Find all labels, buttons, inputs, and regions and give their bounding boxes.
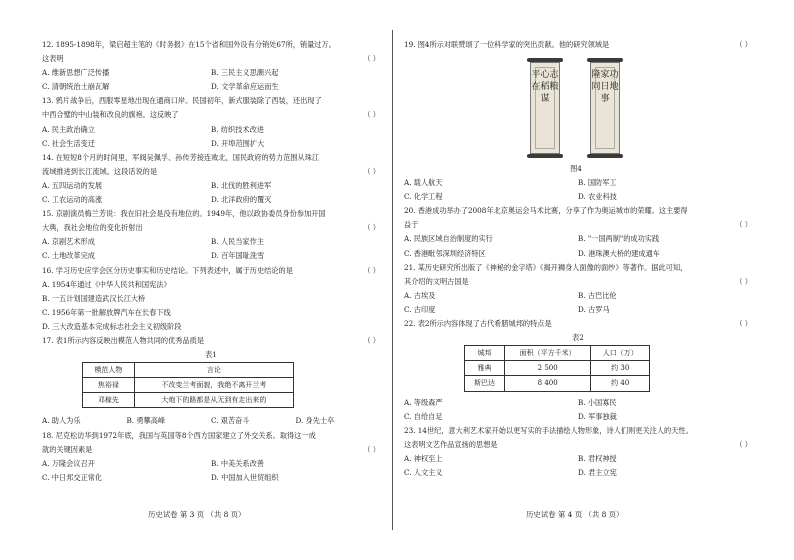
option-b: B. "一国两制"的成功实践 [578, 234, 660, 244]
couplet-text-right: 隆家功同日地事 [591, 70, 619, 105]
question-text: 益于 [404, 220, 419, 230]
answer-paren[interactable]: （ ） [735, 40, 752, 49]
left-page-column [42, 38, 380, 485]
page-footer-left: 历史试卷 第 3 页 （共 8 页） [148, 510, 246, 519]
table-cell: 不改变兰考面貌，我绝不离开兰考 [134, 378, 293, 393]
option-c: C. 1956年第一批解放牌汽车在长春下线 [42, 307, 171, 317]
option-a: A. 古埃及 [404, 290, 436, 300]
option-d: D. 三大改造基本完成标志社会主义初级阶段 [42, 321, 182, 331]
option-b: B. 勇攀高峰 [126, 416, 166, 426]
table-cell: 焦裕禄 [83, 378, 135, 393]
option-c: C. 自给自足 [404, 411, 443, 421]
question-text: 16. 学习历史应学会区分历史事实和历史结论。下列表述中，属于历史结论的是 [42, 265, 293, 275]
table-header-cell: 面积（平方千米） [504, 346, 591, 361]
question-23 [404, 424, 752, 480]
table-cell: 约 40 [591, 376, 650, 391]
question-12 [42, 38, 380, 94]
option-c: C. 化学工程 [404, 192, 443, 202]
table-cell: 雅典 [465, 361, 505, 376]
question-text: 21. 某历史研究所出版了《神秘的金字塔》《揭开狮身人面像的面纱》等著作。据此可知， [404, 262, 688, 272]
option-a: A. 助人为乐 [42, 416, 81, 426]
option-c: C. 清朝统治土崩瓦解 [42, 82, 110, 92]
table-2 [464, 345, 650, 391]
option-c: C. 艰苦奋斗 [211, 416, 250, 426]
answer-paren[interactable]: （ ） [363, 223, 380, 233]
question-text: 17. 表1所示内容反映出模范人物共同的优秀品质是 [42, 335, 205, 345]
option-d: D. 开埠范围扩大 [211, 138, 265, 148]
answer-paren[interactable]: （ ） [735, 276, 752, 286]
right-page-column [404, 38, 752, 480]
option-c: C. 土地改革完成 [42, 251, 95, 261]
question-text: 22. 表2所示内容体现了古代希腊城邦的特点是 [404, 319, 552, 329]
table-1 [82, 362, 294, 408]
option-c: C. 社会生活变迁 [42, 138, 95, 148]
option-b: B. 古巴比伦 [578, 290, 617, 300]
question-text: 就的关键因素是 [42, 444, 93, 454]
option-a: A. 五四运动的发展 [42, 180, 103, 190]
question-text: 15. 京剧演员梅兰芳说：我在旧社会是没有地位的。1949年，他以政协委员身份参加开国 [42, 209, 326, 219]
option-a: A. 维新思想广泛传播 [42, 68, 110, 78]
option-d: D. 身先士卒 [295, 416, 335, 426]
question-text: 中西合璧的中山装和改良的旗袍。这反映了 [42, 110, 179, 120]
option-b: B. 一五计划国建造武汉长江大桥 [42, 293, 146, 303]
question-text: 14. 在短短8个月的时间里，军阀吴佩孚、孙传芳接连败北，国民政府的势力范围从珠江 [42, 152, 320, 162]
question-17 [42, 334, 380, 429]
option-d: D. 百年国耻洗雪 [211, 251, 265, 261]
option-a: A. 等级森严 [404, 397, 443, 407]
option-b: B. 人民当家作主 [211, 237, 264, 247]
figure-caption: 图4 [570, 164, 582, 174]
table-header-row [83, 363, 294, 378]
answer-paren[interactable]: （ ） [735, 220, 752, 230]
couplet-scroll-left [530, 58, 560, 158]
table-cell: 约 30 [591, 361, 650, 376]
option-c: C. 中日邦交正常化 [42, 472, 103, 482]
page-footer-right: 历史试卷 第 4 页 （共 8 页） [526, 510, 624, 519]
question-19 [404, 38, 752, 204]
table-row [465, 361, 650, 376]
table-header-row [465, 346, 650, 361]
question-text: 这表明文艺作品宣扬的思想是 [404, 439, 498, 449]
answer-paren[interactable]: （ ） [735, 439, 752, 449]
question-21 [404, 261, 752, 317]
answer-paren[interactable]: （ ） [363, 444, 380, 454]
table-caption: 表1 [205, 350, 217, 360]
option-c: C. 工农运动的高涨 [42, 195, 103, 205]
option-b: B. 北伐的胜利进军 [211, 180, 272, 190]
question-text: 19. 图4所示对联赞颂了一位科学家的突出贡献。他的研究领域是 [404, 40, 610, 49]
table-cell: 邓稼先 [83, 393, 135, 408]
option-d: D. 军事独裁 [578, 411, 617, 421]
table-row [83, 393, 294, 408]
question-text: 大典，我社会地位的变化折射出 [42, 223, 143, 233]
question-text: 18. 尼克松访华到1972年底，我国与英国等8个西方国家建立了外交关系。取得这一成 [42, 430, 316, 440]
table-header-cell: 模范人物 [83, 363, 135, 378]
option-d: D. 农业科技 [578, 192, 617, 202]
option-b: B. 纺织技术改进 [211, 124, 264, 134]
option-d: D. 中国加入世贸组织 [211, 472, 279, 482]
table-cell: 大炮下的路都是从无到有走出来的 [134, 393, 293, 408]
table-cell: 8 400 [504, 376, 591, 391]
answer-paren[interactable]: （ ） [363, 166, 380, 176]
question-text: 12. 1895-1898年，梁启超主笔的《时务报》在15个省和国外设有分销处67所，销量过万。 [42, 40, 336, 49]
option-d: D. 古罗马 [578, 304, 610, 314]
table-header-cell: 城邦 [465, 346, 505, 361]
option-a: A. 万隆会议召开 [42, 458, 95, 468]
option-a: A. 民主政治确立 [42, 124, 95, 134]
table-header-cell: 人口（万） [591, 346, 650, 361]
option-c: C. 人文主义 [404, 467, 443, 477]
question-14 [42, 151, 380, 207]
option-a: A. 1954年通过《中华人民共和国宪法》 [42, 279, 171, 289]
answer-paren[interactable]: （ ） [363, 110, 380, 120]
table-cell: 斯巴达 [465, 376, 505, 391]
table-cell: 2 500 [504, 361, 591, 376]
question-text: 流域推进到长江流域。这段话说的是 [42, 166, 158, 176]
option-b: B. 三民主义思潮兴起 [211, 68, 279, 78]
option-a: A. 载人航天 [404, 178, 443, 188]
question-text: 其介绍的文明古国是 [404, 276, 469, 286]
option-d: D. 北洋政府的覆灭 [211, 195, 272, 205]
question-22 [404, 317, 752, 424]
option-b: B. 国防军工 [578, 178, 617, 188]
question-16 [42, 264, 380, 334]
couplet-text-left: 平心志在稻粮谋 [531, 70, 559, 105]
question-text: 13. 鸦片战争后，西服零星地出现在通商口岸。民国初年，新式服装除了西装，还出现了 [42, 96, 322, 106]
option-d: D. 港珠澳大桥的建成通车 [578, 248, 660, 258]
table-row [83, 378, 294, 393]
figure-4-couplet [516, 54, 636, 162]
option-b: B. 君权神授 [578, 453, 617, 463]
answer-paren[interactable]: （ ） [735, 319, 752, 329]
question-text: 这表明 [42, 54, 64, 64]
option-a: A. 京剧艺术形成 [42, 237, 95, 247]
answer-paren[interactable]: （ ） [363, 265, 380, 275]
answer-paren[interactable]: （ ） [363, 54, 380, 64]
question-18 [42, 429, 380, 485]
option-c: C. 古印度 [404, 304, 436, 314]
question-13 [42, 94, 380, 150]
option-d: D. 文学革命应运而生 [211, 82, 279, 92]
table-row [465, 376, 650, 391]
couplet-scroll-right [590, 58, 620, 158]
option-b: B. 中美关系改善 [211, 458, 264, 468]
question-text: 20. 香港成功举办了2008年北京奥运会马术比赛，分享了作为奥运城市的荣耀。这主要得 [404, 206, 688, 216]
answer-paren[interactable]: （ ） [363, 335, 380, 345]
option-c: C. 香港毗邻深圳经济特区 [404, 248, 486, 258]
option-a: A. 民族区域自治制度的实行 [404, 234, 493, 244]
table-header-cell: 言论 [134, 363, 293, 378]
option-d: D. 君主立宪 [578, 467, 617, 477]
question-text: 23. 14世纪，意大利艺术家开始以更写实的手法描绘人物形象，诗人们则更关注人的天性。 [404, 425, 693, 435]
question-20 [404, 204, 752, 260]
page-divider [392, 30, 393, 530]
question-15 [42, 207, 380, 263]
option-a: A. 神权至上 [404, 453, 443, 463]
option-b: B. 小国寡民 [578, 397, 617, 407]
table-caption: 表2 [572, 333, 584, 343]
